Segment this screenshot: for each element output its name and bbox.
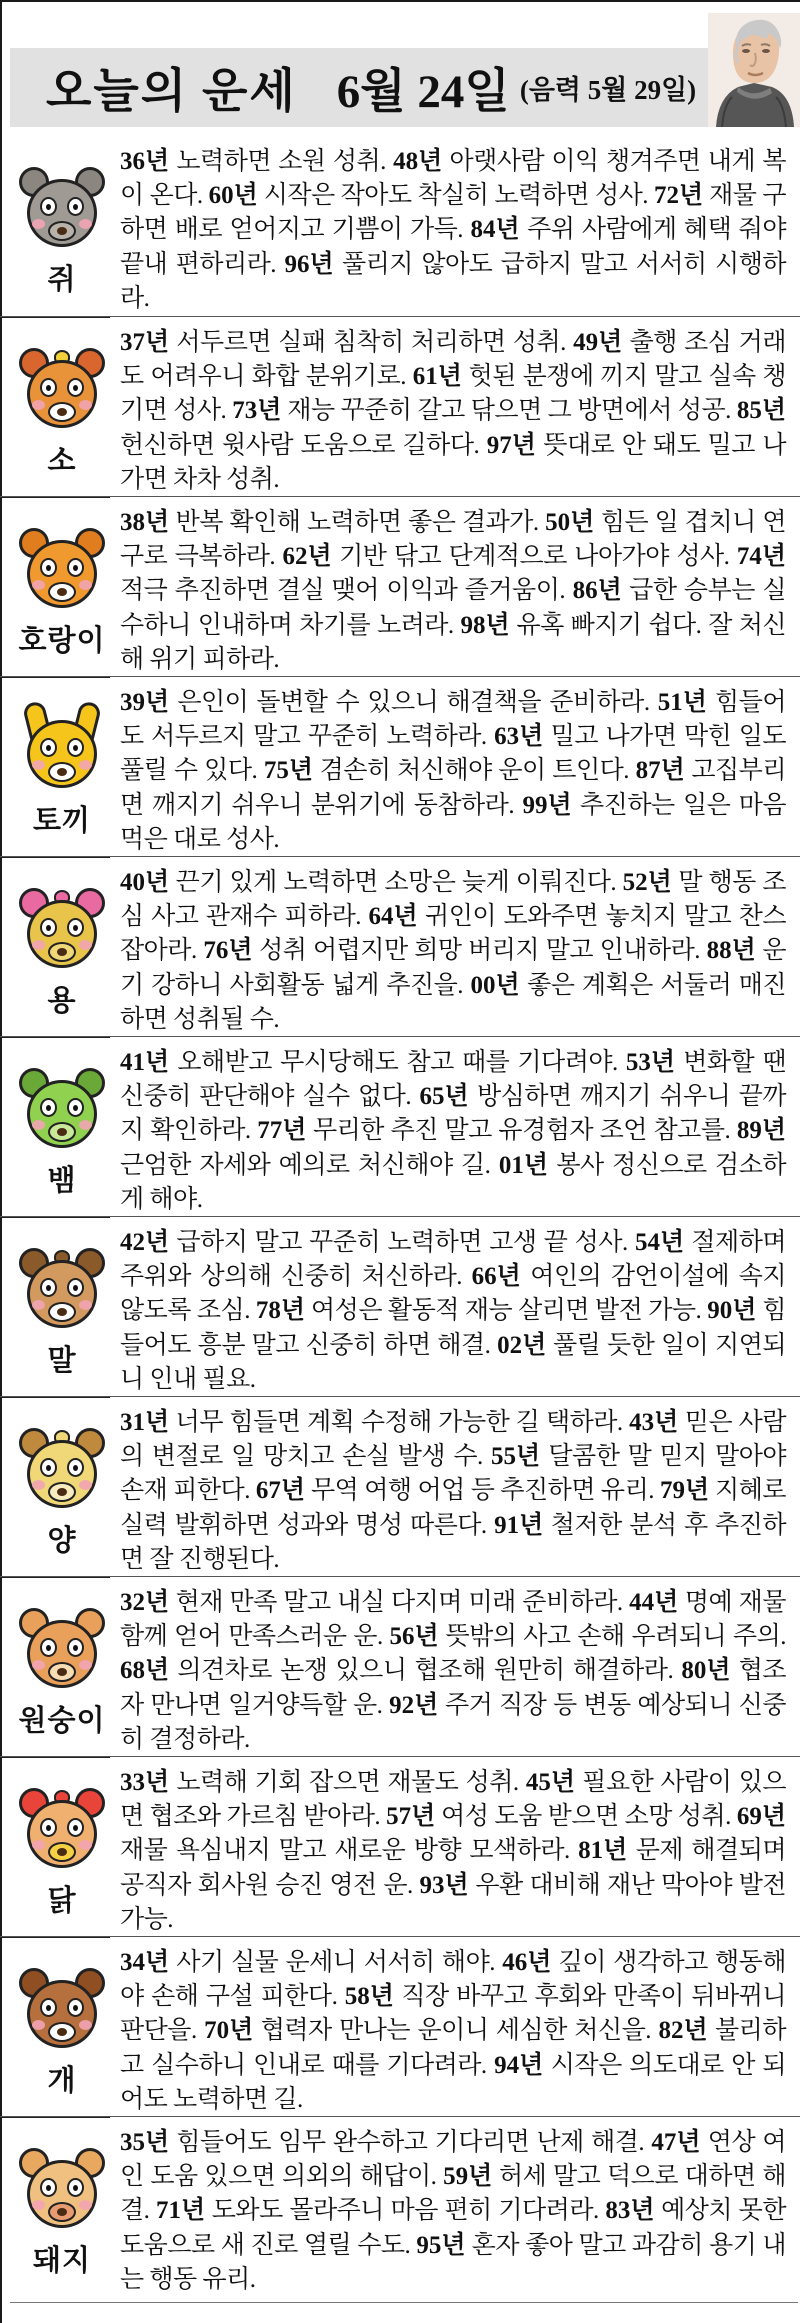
fortune-entry: 76년 성취 어렵지만 희망 버리지 말고 인내하라. xyxy=(203,937,707,965)
fortune-entry: 70년 협력자 만나는 운이니 세심한 처신을. xyxy=(204,2017,659,2045)
year-label: 57년 xyxy=(386,1803,436,1831)
year-label: 81년 xyxy=(578,1837,628,1865)
page-title: 오늘의 운세 xyxy=(46,66,297,118)
year-label: 55년 xyxy=(490,1443,541,1471)
fortune-entry: 01년 봉사 정신으로 검소하게 해야. xyxy=(120,1151,786,1213)
year-label: 58년 xyxy=(344,1983,394,2011)
fortune-entry: 32년 현재 만족 말고 내실 다지며 미래 준비하라. xyxy=(120,1589,630,1616)
fortune-entry: 51년 힘들어도 서두르지 말고 꾸준히 노력하라. xyxy=(120,689,787,751)
animal-name: 쥐 xyxy=(47,264,77,296)
year-label: 36년 xyxy=(120,148,170,175)
fortune-entry: 77년 무리한 추진 말고 유경험자 조언 참고를. xyxy=(257,1117,737,1145)
year-label: 64년 xyxy=(368,903,418,931)
dog-icon xyxy=(19,1966,105,2052)
animal-column xyxy=(12,1226,112,1396)
year-label: 59년 xyxy=(443,2163,493,2191)
top-rule xyxy=(0,0,800,2)
elderly-man-portrait-icon xyxy=(708,13,800,127)
fortune-entry: 96년 풀리지 않아도 급하지 말고 서서히 시행하라. xyxy=(120,250,786,312)
animal-column xyxy=(12,145,112,316)
animal-column xyxy=(12,866,112,1036)
year-label: 87년 xyxy=(635,757,685,785)
fortune-entry: 89년 근엄한 자세와 예의로 처신해야 길. xyxy=(120,1117,786,1179)
fortune-entry: 60년 시작은 작아도 착실히 노력하면 성사. xyxy=(208,182,654,210)
year-label: 62년 xyxy=(282,543,332,571)
fortune-entry: 63년 밀고 나가면 막힌 일도 풀릴 수 있다. xyxy=(120,723,786,785)
zodiac-section xyxy=(0,1396,800,1576)
bottom-rule xyxy=(10,2302,798,2303)
fortune-text xyxy=(112,686,790,856)
fortune-entry: 47년 연상 여인 도움 있으면 의외의 해답이. xyxy=(120,2129,787,2191)
year-label: 44년 xyxy=(629,1589,679,1616)
fortune-entry: 57년 여성 도움 받으면 소망 성취. xyxy=(386,1803,737,1831)
fortune-entry: 75년 겸손히 처신해야 운이 트인다. xyxy=(263,757,636,785)
year-label: 38년 xyxy=(120,509,170,536)
ox-icon xyxy=(19,346,105,432)
rooster-icon xyxy=(19,1786,105,1872)
fortune-text xyxy=(112,145,790,316)
year-label: 72년 xyxy=(653,182,704,210)
year-label: 68년 xyxy=(120,1657,170,1685)
year-label: 89년 xyxy=(736,1117,786,1145)
animal-name: 개 xyxy=(47,2064,77,2097)
fortune-entry: 93년 우환 대비해 재난 막아야 발전 가능. xyxy=(120,1871,786,1933)
fortune-text xyxy=(112,506,790,676)
header-date: 6월 24일 xyxy=(336,66,510,118)
animal-column xyxy=(12,1046,112,1216)
year-label: 50년 xyxy=(545,509,595,536)
snake-icon xyxy=(19,1066,105,1152)
fortune-entry: 72년 재물 구하면 배로 얻어지고 기쁨이 가득. xyxy=(120,182,786,244)
zodiac-section xyxy=(0,856,800,1036)
year-label: 85년 xyxy=(736,397,786,425)
fortune-entry: 39년 은인이 돌변할 수 있으니 해결책을 준비하라. xyxy=(120,689,658,716)
year-label: 46년 xyxy=(502,1949,552,1976)
fortune-text xyxy=(112,1226,790,1396)
fortune-entry: 94년 시작은 의도대로 안 되어도 노력하면 길. xyxy=(120,2051,786,2113)
fortune-entry: 31년 너무 힘들면 계획 수정해 가능한 길 택하라. xyxy=(120,1409,630,1436)
zodiac-section xyxy=(0,1756,800,1936)
fortune-entry: 81년 문제 해결되며 공직자 회사원 승진 영전 운. xyxy=(120,1837,786,1899)
fortune-text xyxy=(112,1766,790,1936)
fortune-entry: 82년 불리하고 실수하니 인내로 때를 기다려라. xyxy=(120,2017,786,2079)
zodiac-section xyxy=(0,136,800,316)
animal-name: 용 xyxy=(47,984,77,1017)
year-label: 67년 xyxy=(255,1477,306,1505)
fortune-entry: 92년 주거 직장 등 변동 예상되니 신중히 결정하라. xyxy=(120,1691,786,1753)
fortune-entry: 53년 변화할 땐 신중히 판단해야 실수 없다. xyxy=(120,1049,786,1111)
horse-icon xyxy=(19,1246,105,1332)
year-label: 60년 xyxy=(208,182,258,210)
fortune-entry: 65년 방심하면 깨지기 쉬우니 끝까지 확인하라. xyxy=(120,1083,786,1145)
zodiac-section xyxy=(0,1036,800,1216)
year-label: 47년 xyxy=(651,2129,701,2156)
animal-name: 호랑이 xyxy=(18,624,106,657)
fortune-text xyxy=(112,1946,790,2116)
year-label: 37년 xyxy=(120,329,170,356)
year-label: 65년 xyxy=(419,1083,469,1111)
zodiac-sections-list xyxy=(0,136,800,2296)
fortune-entry: 73년 재능 꾸준히 갈고 닦으면 그 방면에서 성공. xyxy=(232,397,737,425)
sheep-icon xyxy=(19,1426,105,1512)
animal-column xyxy=(12,1946,112,2116)
fortune-text xyxy=(112,2126,790,2296)
fortune-entry: 71년 도와도 몰라주니 마음 편히 기다려라. xyxy=(156,2197,606,2225)
year-label: 90년 xyxy=(707,1297,757,1325)
year-label: 53년 xyxy=(625,1049,676,1076)
fortune-entry: 80년 협조자 만나면 일거양득할 운. xyxy=(120,1657,786,1719)
animal-name: 토끼 xyxy=(32,804,92,837)
animal-name: 돼지 xyxy=(32,2244,92,2277)
fortune-entry: 69년 재물 욕심내지 말고 새로운 방향 모색하라. xyxy=(120,1803,786,1865)
fortune-entry: 43년 믿은 사람의 변절로 일 망치고 손실 발생 수. xyxy=(120,1409,786,1471)
year-label: 70년 xyxy=(204,2017,254,2045)
year-label: 01년 xyxy=(498,1151,548,1179)
fortune-entry: 34년 사기 실물 운세니 서서히 해야. xyxy=(120,1949,503,1976)
year-label: 63년 xyxy=(494,723,544,751)
year-label: 82년 xyxy=(658,2017,708,2045)
year-label: 35년 xyxy=(120,2129,170,2156)
fortune-entry: 54년 절제하며 주위와 상의해 신중히 처신하라. xyxy=(120,1229,786,1291)
fortune-entry: 02년 풀릴 듯한 일이 지연되니 인내 필요. xyxy=(120,1331,786,1393)
fortune-entry: 55년 달콤한 말 믿지 말아야 손재 피한다. xyxy=(120,1443,787,1505)
animal-name: 뱀 xyxy=(47,1164,77,1197)
fortune-text xyxy=(112,1406,790,1576)
year-label: 76년 xyxy=(203,937,253,965)
fortune-entry: 58년 직장 바꾸고 후회와 만족이 뒤바뀌니 판단을. xyxy=(120,1983,786,2045)
year-label: 91년 xyxy=(494,1511,544,1539)
fortune-entry: 36년 노력하면 소원 성취. xyxy=(120,148,394,175)
fortune-entry: 50년 힘든 일 겹치니 연구로 극복하라. xyxy=(120,509,786,571)
animal-name: 양 xyxy=(47,1524,77,1557)
year-label: 98년 xyxy=(460,611,510,639)
fortune-entry: 49년 출행 조심 거래도 어려우니 화합 분위기로. xyxy=(120,329,786,391)
year-label: 48년 xyxy=(393,148,443,175)
year-label: 83년 xyxy=(605,2197,655,2225)
animal-column xyxy=(12,2126,112,2296)
fortune-text xyxy=(112,326,790,496)
fortune-entry: 88년 운기 강하니 사회활동 넓게 추진을. xyxy=(120,937,786,999)
year-label: 31년 xyxy=(120,1409,170,1436)
tiger-icon xyxy=(19,526,105,612)
year-label: 92년 xyxy=(389,1691,439,1719)
fortune-entry: 37년 서두르면 실패 침착히 처리하면 성취. xyxy=(120,329,574,356)
dragon-icon xyxy=(19,886,105,972)
fortune-text xyxy=(112,1586,790,1756)
animal-column xyxy=(12,1406,112,1576)
fortune-entry: 68년 의견차로 논쟁 있으니 협조해 원만히 해결하라. xyxy=(120,1657,682,1685)
year-label: 94년 xyxy=(494,2051,544,2079)
fortune-entry: 97년 뜻대로 안 돼도 밀고 나가면 차차 성취. xyxy=(120,431,786,493)
fortune-entry: 79년 지혜로 실력 발휘하면 성과와 명성 따른다. xyxy=(120,1477,786,1539)
fortune-entry: 40년 끈기 있게 노력하면 소망은 늦게 이뤄진다. xyxy=(120,869,623,896)
year-label: 88년 xyxy=(706,937,756,965)
year-label: 40년 xyxy=(120,869,170,896)
year-label: 79년 xyxy=(659,1477,710,1505)
year-label: 02년 xyxy=(497,1331,547,1359)
year-label: 00년 xyxy=(470,971,520,999)
year-label: 84년 xyxy=(470,216,520,244)
fortune-entry: 33년 노력해 기회 잡으면 재물도 성취. xyxy=(120,1769,526,1796)
year-label: 39년 xyxy=(120,689,170,716)
year-label: 45년 xyxy=(525,1769,576,1796)
year-label: 75년 xyxy=(263,757,313,785)
fortune-entry: 52년 말 행동 조심 사고 관재수 피하라. xyxy=(120,869,786,931)
fortune-entry: 78년 여성은 활동적 재능 살리면 발전 가능. xyxy=(255,1297,708,1325)
year-label: 61년 xyxy=(412,363,462,391)
year-label: 95년 xyxy=(416,2231,466,2259)
fortune-entry: 61년 헛된 분쟁에 끼지 말고 실속 챙기면 성사. xyxy=(120,363,786,425)
animal-column xyxy=(12,506,112,676)
year-label: 96년 xyxy=(284,250,334,278)
fortune-entry: 59년 허세 말고 덕으로 대하면 해결. xyxy=(120,2163,786,2225)
fortune-entry: 90년 힘들어도 흥분 말고 신중히 하면 해결. xyxy=(120,1297,786,1359)
fortune-entry: 56년 뜻밖의 사고 손해 우려되니 주의. xyxy=(389,1623,786,1651)
year-label: 42년 xyxy=(120,1229,170,1256)
animal-column xyxy=(12,686,112,856)
header xyxy=(10,48,714,127)
fortune-text xyxy=(112,1046,790,1216)
rabbit-icon xyxy=(19,706,105,792)
year-label: 49년 xyxy=(573,329,623,356)
animal-column xyxy=(12,326,112,496)
fortune-entry: 98년 유혹 빠지기 쉽다. 잘 처신해 위기 피하라. xyxy=(120,611,786,673)
fortune-entry: 42년 급하지 말고 꾸준히 노력하면 고생 끝 성사. xyxy=(120,1229,635,1256)
year-label: 97년 xyxy=(486,431,536,459)
fortune-entry: 00년 좋은 계획은 서둘러 매진하면 성취될 수. xyxy=(120,971,786,1033)
year-label: 71년 xyxy=(156,2197,206,2225)
fortune-entry: 91년 철저한 분석 후 추진하면 잘 진행된다. xyxy=(120,1511,786,1573)
year-label: 52년 xyxy=(622,869,672,896)
fortune-entry: 87년 고집부리면 깨지기 쉬우니 분위기에 동참하라. xyxy=(120,757,786,819)
animal-column xyxy=(12,1766,112,1936)
rat-icon xyxy=(19,165,105,251)
year-label: 43년 xyxy=(629,1409,679,1436)
year-label: 80년 xyxy=(681,1657,731,1685)
year-label: 78년 xyxy=(255,1297,306,1325)
year-label: 54년 xyxy=(634,1229,685,1256)
year-label: 93년 xyxy=(419,1871,469,1899)
zodiac-section xyxy=(0,496,800,676)
fortune-entry: 64년 귀인이 도와주면 놓치지 말고 찬스 잡아라. xyxy=(120,903,786,965)
zodiac-section xyxy=(0,1216,800,1396)
fortune-entry: 85년 헌신하면 윗사람 도움으로 길하다. xyxy=(120,397,786,459)
year-label: 73년 xyxy=(232,397,282,425)
zodiac-section xyxy=(0,676,800,856)
fortune-entry: 95년 혼자 좋아 말고 과감히 용기 내는 행동 유리. xyxy=(120,2231,786,2293)
fortune-entry: 86년 급한 승부는 실수하니 인내하며 차기를 노려라. xyxy=(120,577,786,639)
year-label: 51년 xyxy=(657,689,707,716)
fortune-entry: 44년 명예 재물 함께 얻어 만족스러운 운. xyxy=(120,1589,786,1651)
year-label: 41년 xyxy=(120,1049,170,1076)
fortune-entry: 99년 추진하는 일은 마음먹은 대로 성사. xyxy=(120,791,786,853)
year-label: 56년 xyxy=(389,1623,439,1651)
fortune-entry: 41년 오해받고 무시당해도 참고 때를 기다려야. xyxy=(120,1049,626,1076)
monkey-icon xyxy=(19,1606,105,1692)
animal-column xyxy=(12,1586,112,1756)
year-label: 32년 xyxy=(120,1589,170,1616)
pig-icon xyxy=(19,2146,105,2232)
fortune-entry: 45년 필요한 사람이 있으면 협조와 가르침 받아라. xyxy=(120,1769,787,1831)
year-label: 77년 xyxy=(257,1117,307,1145)
year-label: 74년 xyxy=(736,543,786,571)
year-label: 34년 xyxy=(120,1949,170,1976)
fortune-entry: 48년 아랫사람 이익 챙겨주면 내게 복이 온다. xyxy=(120,148,786,210)
fortune-text xyxy=(112,866,790,1036)
fortune-entry: 62년 기반 닦고 단계적으로 나아가야 성사. xyxy=(282,543,737,571)
fortune-entry: 84년 주위 사람에게 혜택 줘야 끝내 편하리라. xyxy=(120,216,786,278)
zodiac-section xyxy=(0,1936,800,2116)
fortune-entry: 38년 반복 확인해 노력하면 좋은 결과가. xyxy=(120,509,546,536)
year-label: 66년 xyxy=(471,1263,521,1291)
fortune-entry: 83년 예상치 못한 도움으로 새 진로 열릴 수도. xyxy=(120,2197,786,2259)
year-label: 33년 xyxy=(120,1769,170,1796)
zodiac-section xyxy=(0,1576,800,1756)
animal-name: 소 xyxy=(47,444,77,477)
fortune-entry: 66년 여인의 감언이설에 속지 않도록 조심. xyxy=(120,1263,786,1325)
year-label: 99년 xyxy=(522,791,572,819)
year-label: 86년 xyxy=(572,577,622,605)
year-label: 69년 xyxy=(736,1803,786,1831)
animal-name: 원숭이 xyxy=(18,1704,106,1737)
zodiac-section xyxy=(0,2116,800,2296)
fortune-entry: 35년 힘들어도 임무 완수하고 기다리면 난제 해결. xyxy=(120,2129,652,2156)
fortune-entry: 67년 무역 여행 어업 등 추진하면 유리. xyxy=(255,1477,660,1505)
animal-name: 말 xyxy=(47,1344,77,1377)
zodiac-section xyxy=(0,316,800,496)
animal-name: 닭 xyxy=(47,1884,77,1917)
fortune-entry: 46년 깊이 생각하고 행동해야 손해 구설 피한다. xyxy=(120,1949,786,2011)
fortune-entry: 74년 적극 추진하면 결실 맺어 이익과 즐거움이. xyxy=(120,543,786,605)
header-lunar-date: (음력 5월 29일) xyxy=(519,75,697,105)
